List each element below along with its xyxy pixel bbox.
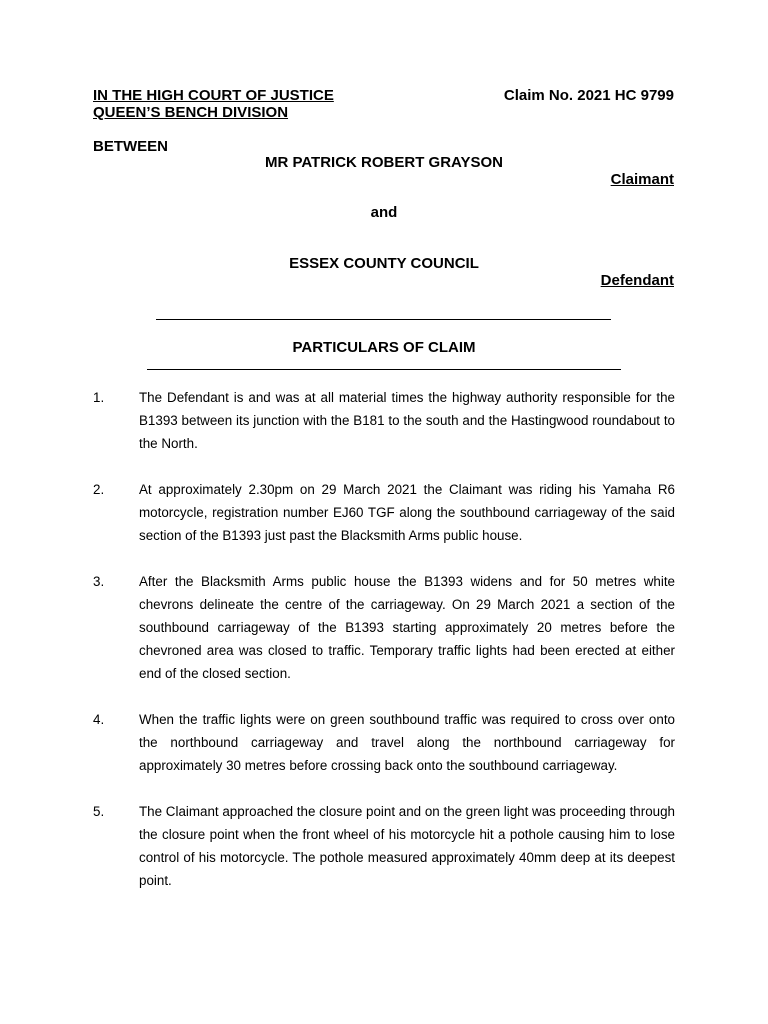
paragraph-5	[93, 800, 675, 892]
between-label: BETWEEN	[93, 138, 168, 155]
title-bottom-rule	[147, 369, 621, 370]
paragraph-2	[93, 478, 675, 547]
paragraph-4	[93, 708, 675, 777]
paragraph-number: 1.	[93, 390, 105, 405]
court-name: IN THE HIGH COURT OF JUSTICE	[93, 87, 334, 104]
paragraph-text: The Claimant approached the closure point and on the green light was proceeding through the closure point when the front wheel of his motorcycle hit a pothole causing him to lose control of his motorcycle. The pothole measured approximately 40mm deep at its deepest point.	[139, 804, 675, 888]
paragraph-number: 5.	[93, 804, 105, 819]
paragraph-number: 4.	[93, 712, 105, 727]
paragraph-number: 3.	[93, 574, 105, 589]
defendant-role: Defendant	[600, 272, 674, 289]
title-top-rule	[156, 319, 611, 320]
court-division: QUEEN’S BENCH DIVISION	[93, 104, 289, 121]
paragraph-1	[93, 386, 675, 455]
claim-number: Claim No. 2021 HC 9799	[503, 87, 674, 104]
paragraph-text: At approximately 2.30pm on 29 March 2021 the Claimant was riding his Yamaha R6 motorcycle, registration number EJ60 TGF along the southbound carriageway of the said section of the B1393 just past the Blacksmith Arms public house.	[139, 482, 675, 543]
paragraph-number: 2.	[93, 482, 105, 497]
and-label: and	[370, 204, 398, 221]
paragraph-3	[93, 570, 675, 685]
defendant-name: ESSEX COUNTY COUNCIL	[289, 255, 479, 272]
paragraph-text: When the traffic lights were on green southbound traffic was required to cross over onto the northbound carriageway and travel along the northbound carriageway for approximately 30 metres before crossing back onto the southbound carriageway.	[139, 712, 675, 773]
claimant-name: MR PATRICK ROBERT GRAYSON	[264, 154, 504, 171]
paragraph-text: The Defendant is and was at all material times the highway authority responsible for the B1393 between its junction with the B181 to the south and the Hastingwood roundabout to the North.	[139, 390, 675, 451]
document-title: PARTICULARS OF CLAIM	[292, 339, 476, 356]
paragraph-text: After the Blacksmith Arms public house the B1393 widens and for 50 metres white chevrons delineate the centre of the carriageway. On 29 March 2021 a section of the southbound carriageway of the B1393 starting approximately 20 metres before the chevroned area was closed to traffic. Temporary traffic lights had been erected at either end of the closed section.	[139, 574, 675, 681]
claimant-role: Claimant	[610, 171, 674, 188]
